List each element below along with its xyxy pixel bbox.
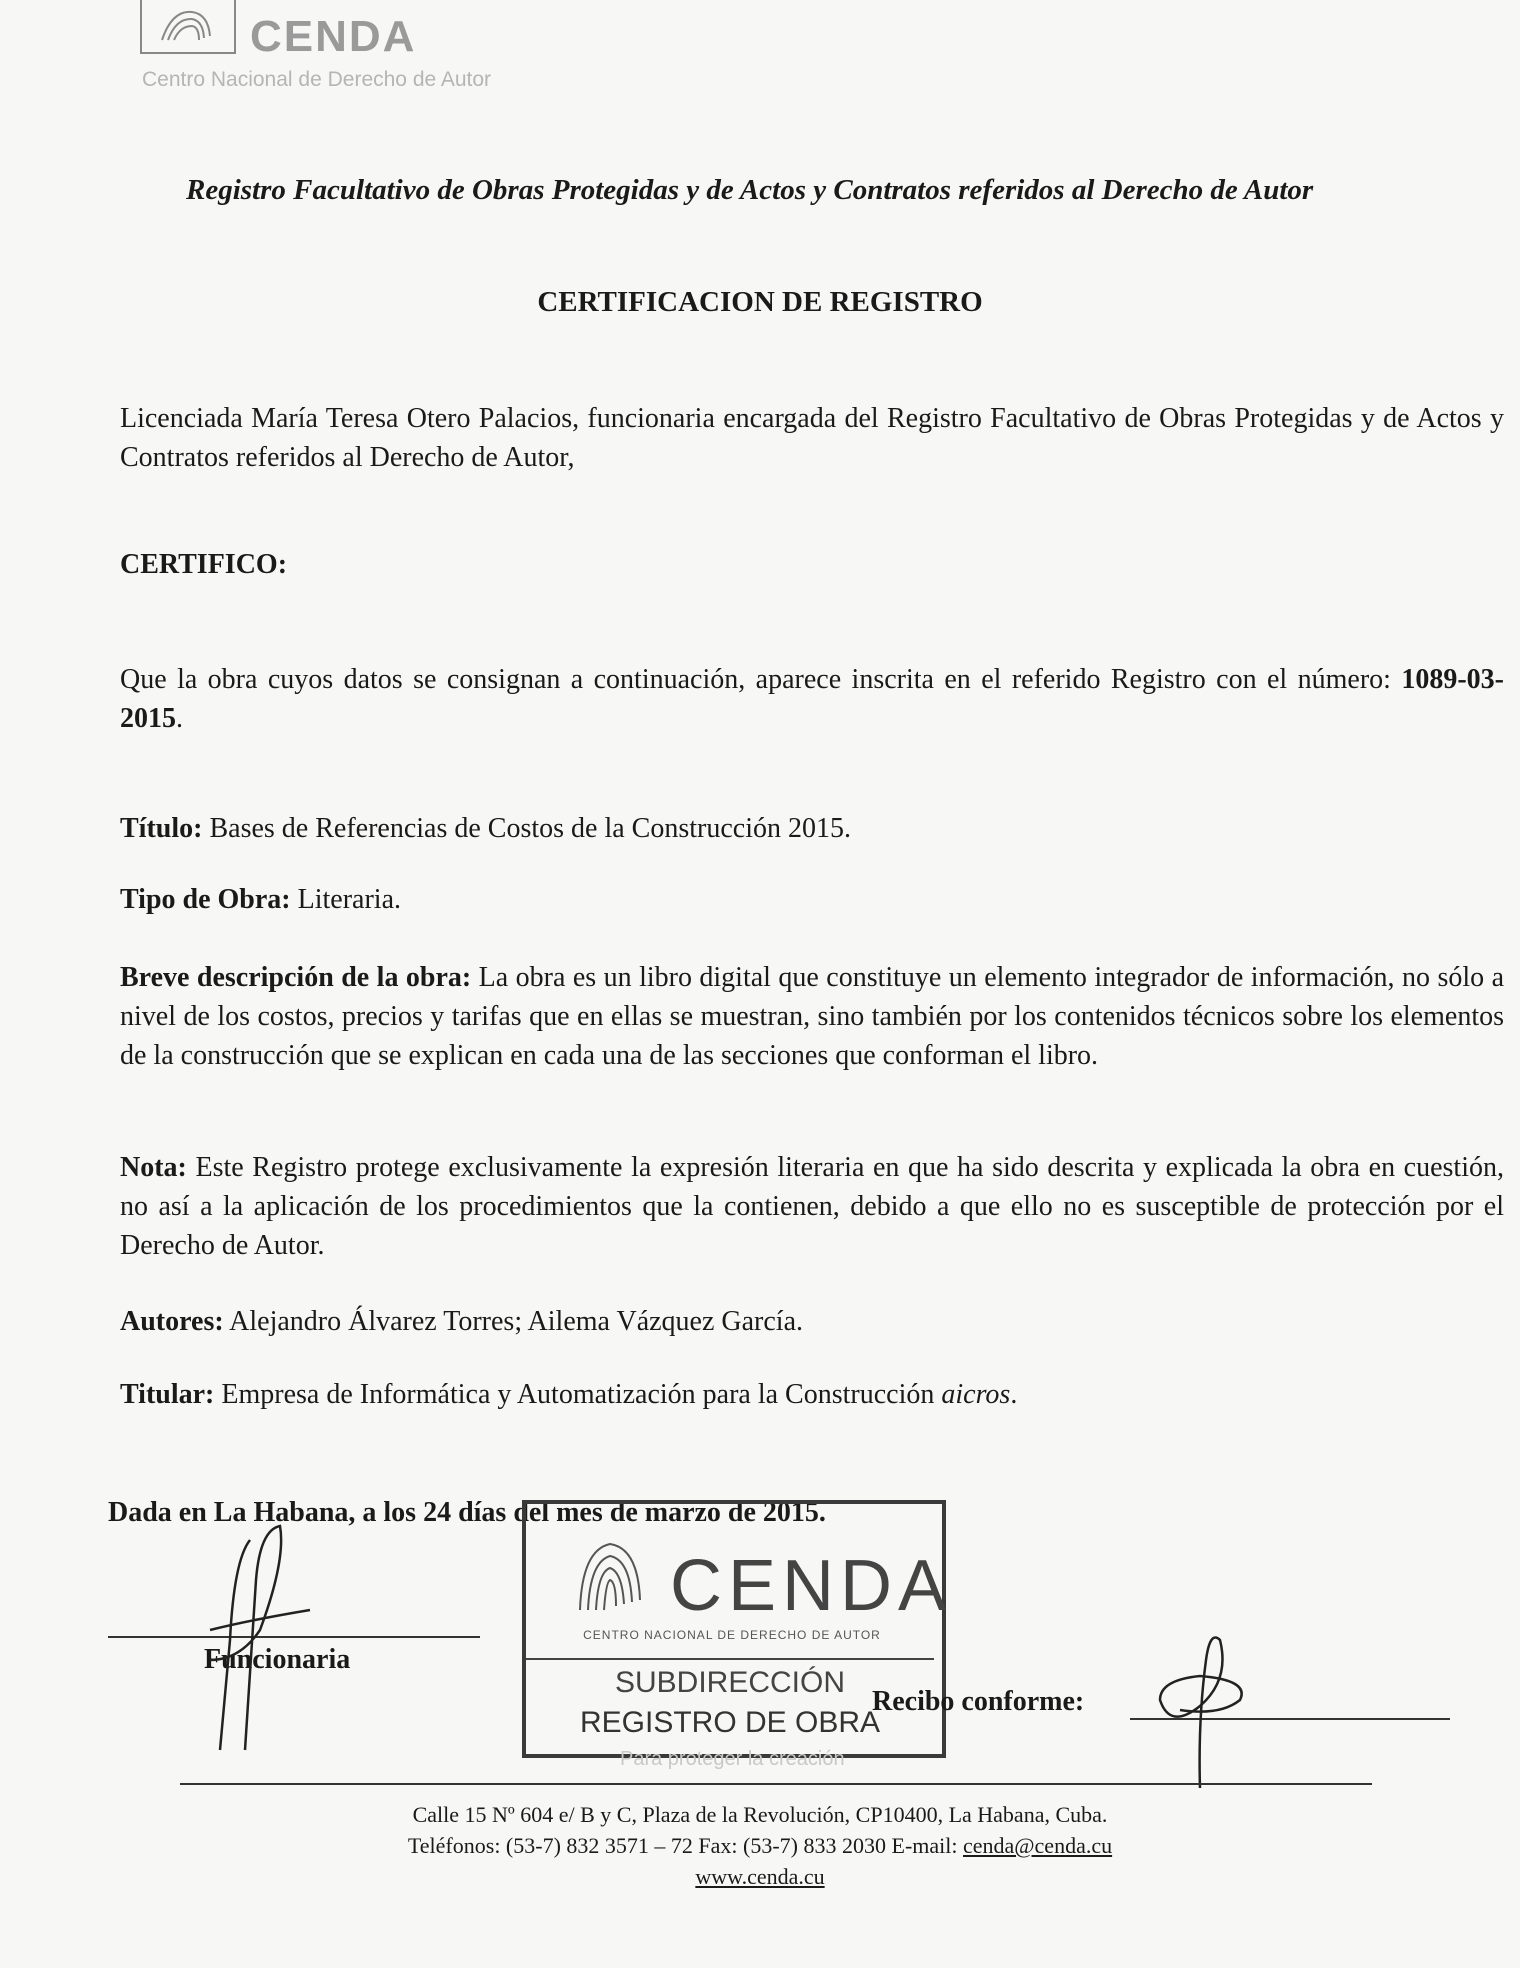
- recibo-signature: [1140, 1620, 1270, 1790]
- footer-address: Calle 15 Nº 604 e/ B y C, Plaza de la Revolución, CP10400, La Habana, Cuba.: [412, 1802, 1108, 1827]
- titular-italic: aicros: [941, 1379, 1011, 1410]
- footer-website: [0, 1862, 1520, 1892]
- footer-website-link[interactable]: www.cenda.cu: [695, 1864, 825, 1889]
- autores-label: Autores:: [120, 1306, 224, 1337]
- field-autores: [120, 1302, 1504, 1341]
- footer-email-link[interactable]: cenda@cenda.cu: [962, 1833, 1113, 1858]
- descripcion-value: La obra es un libro digital que constituye un elemento integrador de información, no sólo a nivel de los costos, precios y tarifas que en ellas se muestran, sino también por los contenidos técnicos sobre los elementos de la construcción que se explican en cada una de las secciones que conforman el libro.: [120, 962, 1504, 1071]
- titular-value: Empresa de Informática y Automatización para la Construcción: [214, 1379, 942, 1410]
- funcionaria-signature: [190, 1520, 330, 1760]
- registry-heading: Registro Facultativo de Obras Protegidas y de Actos y Contratos referidos al Derecho de Autor: [186, 174, 1314, 206]
- logo-subtitle: Centro Nacional de Derecho de Autor: [142, 68, 492, 91]
- titulo-value: Bases de Referencias de Costos de la Construcción 2015.: [202, 813, 851, 844]
- registration-number: 1089-03-2015: [120, 664, 1504, 734]
- titular-label: Titular:: [120, 1379, 215, 1410]
- certificate-title: CERTIFICACION DE REGISTRO: [537, 286, 983, 318]
- logo-name: CENDA: [250, 12, 417, 61]
- stamp-ghost-text: Para proteger la creación: [620, 1748, 845, 1770]
- nota-label: Nota:: [120, 1152, 187, 1183]
- intro-paragraph: Licenciada María Teresa Otero Palacios, funcionaria encargada del Registro Facultativo de Obras Protegidas y de Actos y Contratos referidos al Derecho de Autor,: [120, 403, 1504, 473]
- field-titulo: [120, 809, 1504, 848]
- titular-end: .: [1010, 1379, 1018, 1410]
- cenda-logo-emblem: [140, 0, 236, 54]
- field-tipo: [120, 880, 1504, 919]
- fingerprint-icon: [142, 0, 230, 50]
- statement-end: .: [176, 703, 183, 734]
- statement-paragraph: [120, 660, 1504, 738]
- field-titular: [120, 1375, 1504, 1414]
- stamp-line-2: REGISTRO DE OBRA: [579, 1706, 881, 1739]
- funcionaria-label: Funcionaria: [204, 1644, 351, 1675]
- autores-value: Alejandro Álvarez Torres; Ailema Vázquez García.: [223, 1306, 804, 1337]
- descripcion-label: Breve descripción de la obra:: [120, 962, 472, 993]
- recibo-label: Recibo conforme:: [872, 1686, 1085, 1717]
- statement-text: Que la obra cuyos datos se consignan a continuación, aparece inscrita en el referido Registro con el número:: [120, 664, 1402, 695]
- stamp-subtitle: CENTRO NACIONAL DE DERECHO DE AUTOR: [583, 1628, 881, 1642]
- tipo-value: Literaria.: [290, 884, 401, 915]
- issue-date-line: Dada en La Habana, a los 24 días del mes de marzo de 2015.: [108, 1497, 826, 1528]
- footer-contacts: [0, 1831, 1520, 1861]
- footer-phones: Teléfonos: (53-7) 832 3571 – 72 Fax: (53-7) 833 2030 E-mail:: [407, 1833, 963, 1858]
- titulo-label: Título:: [120, 813, 203, 844]
- footer-divider: [180, 1783, 1372, 1785]
- stamp-name: CENDA: [670, 1546, 953, 1626]
- stamp-fingerprint-icon: [570, 1530, 650, 1620]
- tipo-label: Tipo de Obra:: [120, 884, 291, 915]
- nota-value: Este Registro protege exclusivamente la expresión literaria en que ha sido descrita y explicada la obra en cuestión, no así a la aplicación de los procedimientos que la contienen, debido a que ello no es susceptible de protección por el Derecho de Autor.: [120, 1152, 1504, 1261]
- field-descripcion: [120, 958, 1504, 1075]
- certifico-label: CERTIFICO:: [120, 549, 288, 580]
- stamp-divider: [526, 1658, 934, 1660]
- stamp-line-1: SUBDIRECCIÓN: [614, 1666, 846, 1699]
- field-nota: [120, 1148, 1504, 1265]
